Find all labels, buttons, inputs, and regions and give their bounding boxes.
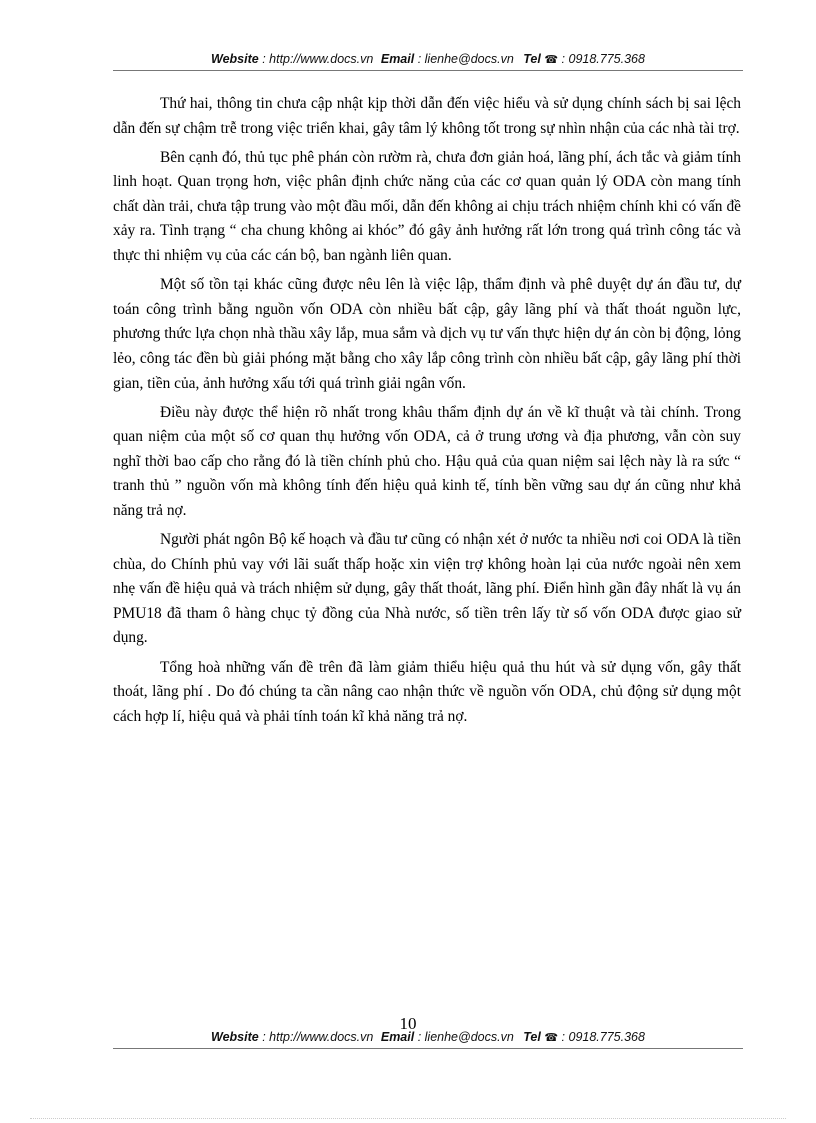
paragraph: Thứ hai, thông tin chưa cập nhật kịp thời dẫn đến việc hiểu và sử dụng chính sách bị sai lệch dẫn đến sự chậm trễ trong việc triển khai, gây tâm lý không tốt trong sự nhìn nhận của các nhà tài trợ. xyxy=(113,95,741,137)
footer-divider xyxy=(113,1048,743,1049)
paragraph: Tổng hoà những vấn đề trên đã làm giảm thiểu hiệu quả thu hút và sử dụng vốn, gây thất thoát, lãng phí . Do đó chúng ta cần nâng cao nhận thức về nguồn vốn ODA, chủ động sử dụng một cách hợp lí, hiệu quả và phải tính toán kĩ khả năng trả nợ. xyxy=(113,658,741,725)
page-footer xyxy=(113,1030,743,1044)
footer-email-label: Email xyxy=(380,1030,415,1044)
header-tel-value: : 0918.775.368 xyxy=(561,52,645,66)
page-bottom-edge xyxy=(30,1118,786,1119)
paragraph: Người phát ngôn Bộ kế hoạch và đầu tư cũng có nhận xét ở nước ta nhiều nơi coi ODA là tiền chùa, do Chính phủ vay với lãi suất thấp hoặc xin viện trợ không hoàn lại của nước ngoài nên xem nhẹ vấn đề hiệu quả và trách nhiệm sử dụng, gây thất thoát, lãng phí. Điển hình gần đây nhất là vụ án PMU18 đã tham ô hàng chục tỷ đồng của Nhà nước, số tiền trên lấy từ số vốn ODA được giao sử dụng. xyxy=(113,531,741,647)
paragraph: Điều này được thể hiện rõ nhất trong khâu thẩm định dự án về kĩ thuật và tài chính. Trong quan niệm của một số cơ quan thụ hưởng vốn ODA, cả ở trung ương và địa phương, vẫn còn suy nghĩ thời bao cấp cho rằng đó là tiền chính phủ cho. Hậu quả của quan niệm sai lệch này là ra sức “ tranh thủ ” nguồn vốn mà không tính đến hiệu quả kinh tế, tính bền vững sau dự án cũng như khả năng trả nợ. xyxy=(113,403,741,519)
document-body xyxy=(113,92,741,734)
paragraph: Một số tồn tại khác cũng được nêu lên là việc lập, thẩm định và phê duyệt dự án đầu tư, dự toán công trình bằng nguồn vốn ODA còn nhiều bất cập, gây lãng phí và thất thoát nguồn lực, phương thức lựa chọn nhà thầu xây lắp, mua sắm và dịch vụ tư vấn thực hiện dự án còn bị động, lỏng lẻo, công tác đền bù giải phóng mặt bằng cho xây lắp công trình còn nhiều bất cập, gây lãng phí thời gian, tiền của, ảnh hưởng xấu tới quá trình giải ngân vốn. xyxy=(113,276,741,392)
header-divider xyxy=(113,70,743,71)
footer-tel-label: Tel xyxy=(523,1030,541,1044)
footer-website-label: Website xyxy=(211,1030,259,1044)
footer-tel-value: : 0918.775.368 xyxy=(561,1030,645,1044)
phone-icon: ☎ xyxy=(544,1032,559,1044)
paragraph: Bên cạnh đó, thủ tục phê phán còn rườm rà, chưa đơn giản hoá, lãng phí, ách tắc và giảm tính linh hoạt. Quan trọng hơn, việc phân định chức năng của các cơ quan quản lý ODA còn mang tính chất dàn trải, chưa tập trung vào một đầu mối, dẫn đến không ai chịu trách nhiệm chính khi có vấn đề xảy ra. Tình trạng “ cha chung không ai khóc” đó gây ảnh hưởng rất lớn trong quá trình công tác và thực thi nhiệm vụ của các cán bộ, ban ngành liên quan. xyxy=(113,148,741,265)
header-website-link[interactable]: : http://www.docs.vn xyxy=(262,52,374,66)
header-tel-label: Tel xyxy=(523,52,541,66)
header-email-link[interactable]: : lienhe@docs.vn xyxy=(417,52,514,66)
header-email-label: Email xyxy=(380,52,415,66)
footer-email-link[interactable]: : lienhe@docs.vn xyxy=(417,1030,514,1044)
header-website-label: Website xyxy=(211,52,259,66)
footer-website-link[interactable]: : http://www.docs.vn xyxy=(262,1030,374,1044)
page-number: 10 xyxy=(399,1014,417,1033)
page-header xyxy=(113,52,743,66)
phone-icon: ☎ xyxy=(544,54,559,66)
